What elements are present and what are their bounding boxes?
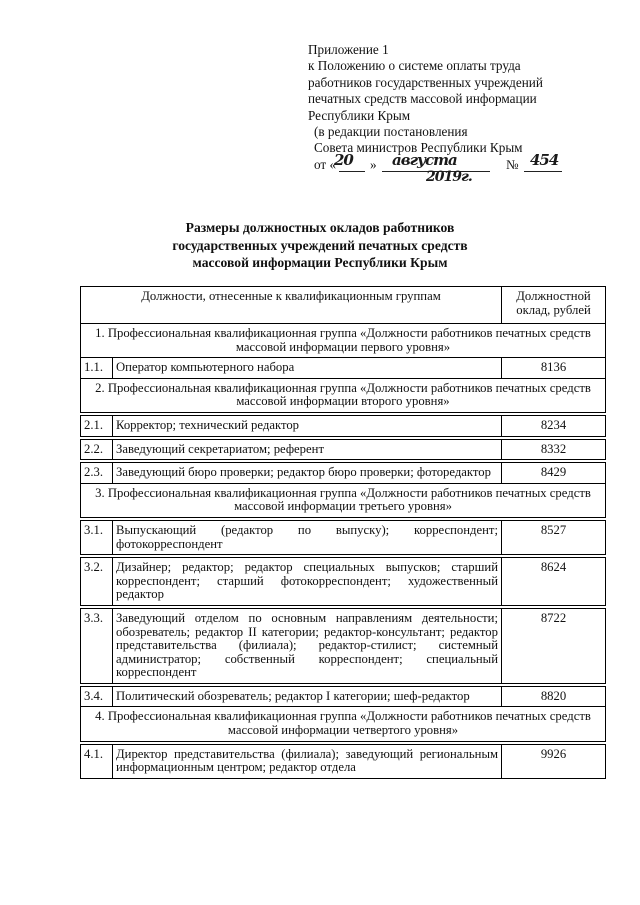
group-title: 2. Профессиональная квалификационная группа «Должности работников печатных средств массовой информации второго уровня» xyxy=(81,378,606,412)
row-position: Дизайнер; редактор; редактор специальных выпусков; старший корреспондент; старший фотокорреспондент; художественный редактор xyxy=(113,558,502,606)
appendix-line: работников государственных учреждений xyxy=(308,74,543,90)
appendix-line: Приложение 1 xyxy=(308,42,389,57)
row-salary: 8624 xyxy=(502,558,606,606)
table-row xyxy=(81,558,606,606)
appendix-line: Совета министров Республики Крым xyxy=(314,140,523,156)
day-underline xyxy=(339,171,365,172)
row-number: 3.3. xyxy=(81,608,113,683)
row-salary: 8820 xyxy=(502,686,606,707)
table-row xyxy=(81,358,606,379)
group-row xyxy=(81,707,606,741)
row-number: 1.1. xyxy=(81,358,113,379)
document-title xyxy=(100,219,540,272)
appendix-line: к Положению о системе оплаты труда xyxy=(308,58,521,74)
row-number: 2.3. xyxy=(81,463,113,484)
handwritten-number: 454 xyxy=(530,150,559,169)
table-row xyxy=(81,520,606,554)
table-row xyxy=(81,439,606,460)
appendix-header xyxy=(308,42,608,191)
date-prefix: от « xyxy=(314,156,337,172)
header-salary: Должностной оклад, рублей xyxy=(502,287,606,324)
row-number: 3.2. xyxy=(81,558,113,606)
row-salary: 8722 xyxy=(502,608,606,683)
row-position: Корректор; технический редактор xyxy=(113,415,502,436)
number-underline xyxy=(524,171,562,172)
row-number: 2.2. xyxy=(81,439,113,460)
row-number: 4.1. xyxy=(81,744,113,778)
title-line: массовой информации Республики Крым xyxy=(192,255,448,270)
row-salary: 9926 xyxy=(502,744,606,778)
appendix-line: Республики Крым xyxy=(308,107,411,123)
salary-table xyxy=(80,286,606,779)
handwritten-day: 20 xyxy=(334,150,353,169)
row-salary: 8136 xyxy=(502,358,606,379)
group-title: 3. Профессиональная квалификационная группа «Должности работников печатных средств массовой информации третьего уровня» xyxy=(81,483,606,517)
table-row xyxy=(81,686,606,707)
title-line: Размеры должностных окладов работников xyxy=(185,220,455,235)
handwritten-month: августа xyxy=(392,150,457,169)
row-salary: 8429 xyxy=(502,463,606,484)
number-label: № xyxy=(506,156,519,172)
handwritten-year: 2019г. xyxy=(426,168,472,185)
table-row xyxy=(81,608,606,683)
table-row xyxy=(81,463,606,484)
row-position: Директор представительства (филиала); заведующий региональным информационным центром; редактор отдела xyxy=(113,744,502,778)
group-row xyxy=(81,324,606,358)
row-position: Заведующий бюро проверки; редактор бюро проверки; фоторедактор xyxy=(113,463,502,484)
table-row xyxy=(81,415,606,436)
table-header-row xyxy=(81,287,606,324)
row-position: Заведующий отделом по основным направлениям деятельности; обозреватель; редактор II категории; редактор-консультант; редактор представительства (филиала); редактор-стилист; системный администратор; собственный корреспондент; специальный корреспондент xyxy=(113,608,502,683)
date-mid: » xyxy=(370,156,377,172)
row-position: Оператор компьютерного набора xyxy=(113,358,502,379)
decree-date-line xyxy=(308,150,608,191)
row-number: 2.1. xyxy=(81,415,113,436)
group-title: 4. Профессиональная квалификационная группа «Должности работников печатных средств массовой информации четвертого уровня» xyxy=(81,707,606,741)
row-position: Выпускающий (редактор по выпуску); корреспондент; фотокорреспондент xyxy=(113,520,502,554)
row-salary: 8527 xyxy=(502,520,606,554)
row-salary: 8332 xyxy=(502,439,606,460)
title-line: государственных учреждений печатных средств xyxy=(172,237,468,253)
header-position: Должности, отнесенные к квалификационным группам xyxy=(81,287,502,324)
appendix-line: (в редакции постановления xyxy=(314,124,468,140)
group-title: 1. Профессиональная квалификационная группа «Должности работников печатных средств массовой информации первого уровня» xyxy=(81,324,606,358)
row-number: 3.1. xyxy=(81,520,113,554)
group-row xyxy=(81,378,606,412)
row-number: 3.4. xyxy=(81,686,113,707)
row-position: Заведующий секретариатом; референт xyxy=(113,439,502,460)
group-row xyxy=(81,483,606,517)
row-position: Политический обозреватель; редактор I категории; шеф-редактор xyxy=(113,686,502,707)
row-salary: 8234 xyxy=(502,415,606,436)
table-row xyxy=(81,744,606,778)
appendix-line: печатных средств массовой информации xyxy=(308,91,537,107)
